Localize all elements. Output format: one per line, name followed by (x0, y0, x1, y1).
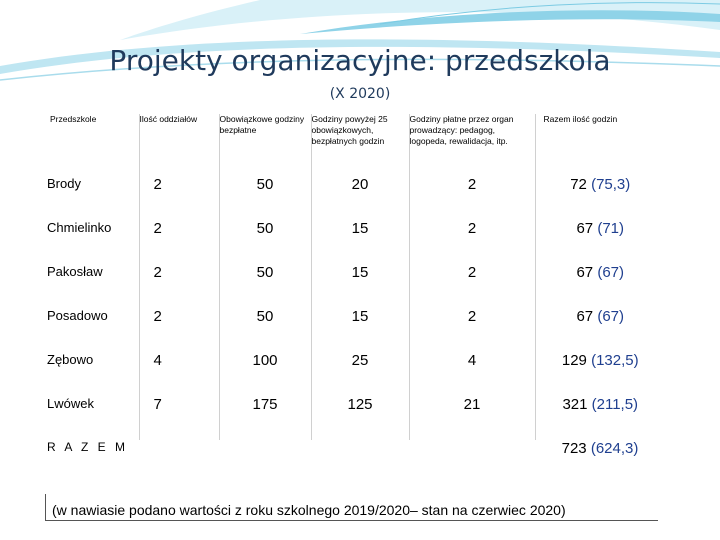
razem-previous: (71) (597, 220, 625, 237)
cell-razem (535, 220, 665, 264)
cell-powyzej: 20 (311, 176, 409, 220)
razem-previous: (67) (597, 264, 625, 281)
cell-obowiazkowe: 50 (219, 220, 311, 264)
razem-previous: (211,5) (591, 396, 639, 413)
razem-current: 67 (576, 264, 594, 281)
header-obowiazkowe: Obowiązkowe godziny bezpłatne (219, 114, 311, 176)
cell-oddzialy: 2 (139, 308, 219, 352)
razem-previous: (132,5) (591, 352, 639, 369)
cell-platne: 2 (409, 308, 535, 352)
header-razem: Razem ilość godzin (535, 114, 665, 176)
cell-razem (535, 264, 665, 308)
preschool-table (47, 114, 665, 476)
slide-subtitle: (X 2020) (329, 86, 391, 102)
header-przedszkole: Przedszkole (50, 114, 97, 124)
table-row (47, 352, 665, 396)
header-powyzej: Godziny powyżej 25 obowiązkowych, bezpłatnych godzin (311, 114, 409, 176)
total-previous: (624,3) (590, 440, 639, 457)
cell-razem (535, 352, 665, 396)
total-label: R A Z E M (47, 440, 129, 454)
cell-razem (535, 176, 665, 220)
table-row (47, 176, 665, 220)
row-name: Zębowo (47, 352, 94, 367)
cell-obowiazkowe: 50 (219, 308, 311, 352)
cell-powyzej: 25 (311, 352, 409, 396)
row-name: Posadowo (47, 308, 108, 323)
razem-current: 67 (576, 220, 594, 237)
table-total-row (47, 440, 665, 476)
table-row (47, 220, 665, 264)
cell-obowiazkowe: 175 (219, 396, 311, 440)
razem-current: 321 (562, 396, 588, 413)
razem-current: 129 (561, 352, 587, 369)
cell-obowiazkowe: 50 (219, 264, 311, 308)
cell-platne: 2 (409, 176, 535, 220)
cell-powyzej: 15 (311, 264, 409, 308)
cell-platne: 21 (409, 396, 535, 440)
table-row (47, 396, 665, 440)
cell-obowiazkowe: 100 (219, 352, 311, 396)
row-name: Pakosław (47, 264, 103, 279)
cell-razem (535, 396, 665, 440)
row-name: Chmielinko (47, 220, 112, 235)
cell-oddzialy: 4 (139, 352, 219, 396)
cell-platne: 4 (409, 352, 535, 396)
cell-powyzej: 125 (311, 396, 409, 440)
row-name: Lwówek (47, 396, 94, 411)
cell-platne: 2 (409, 264, 535, 308)
table-row (47, 308, 665, 352)
cell-oddzialy: 2 (139, 264, 219, 308)
slide-title: Projekty organizacyjne: przedszkola (109, 44, 611, 77)
razem-current: 72 (570, 176, 587, 193)
razem-current: 67 (576, 308, 594, 325)
cell-powyzej: 15 (311, 220, 409, 264)
cell-total-razem (535, 440, 665, 476)
razem-previous: (67) (597, 308, 625, 325)
table-header-row (47, 114, 665, 176)
cell-razem (535, 308, 665, 352)
razem-previous: (75,3) (591, 176, 631, 193)
cell-platne: 2 (409, 220, 535, 264)
header-ilosc-oddzialow: Ilość oddziałów (139, 114, 219, 176)
cell-obowiazkowe: 50 (219, 176, 311, 220)
total-current: 723 (561, 440, 587, 457)
cell-powyzej: 15 (311, 308, 409, 352)
footnote: (w nawiasie podano wartości z roku szkolnego 2019/2020– stan na czerwiec 2020) (52, 502, 566, 518)
cell-oddzialy: 2 (139, 220, 219, 264)
header-platne: Godziny płatne przez organ prowadzący: pedagog, logopeda, rewalidacja, itp. (409, 114, 535, 176)
row-name: Brody (47, 176, 81, 191)
cell-oddzialy: 7 (139, 396, 219, 440)
table-row (47, 264, 665, 308)
cell-oddzialy: 2 (139, 176, 219, 220)
